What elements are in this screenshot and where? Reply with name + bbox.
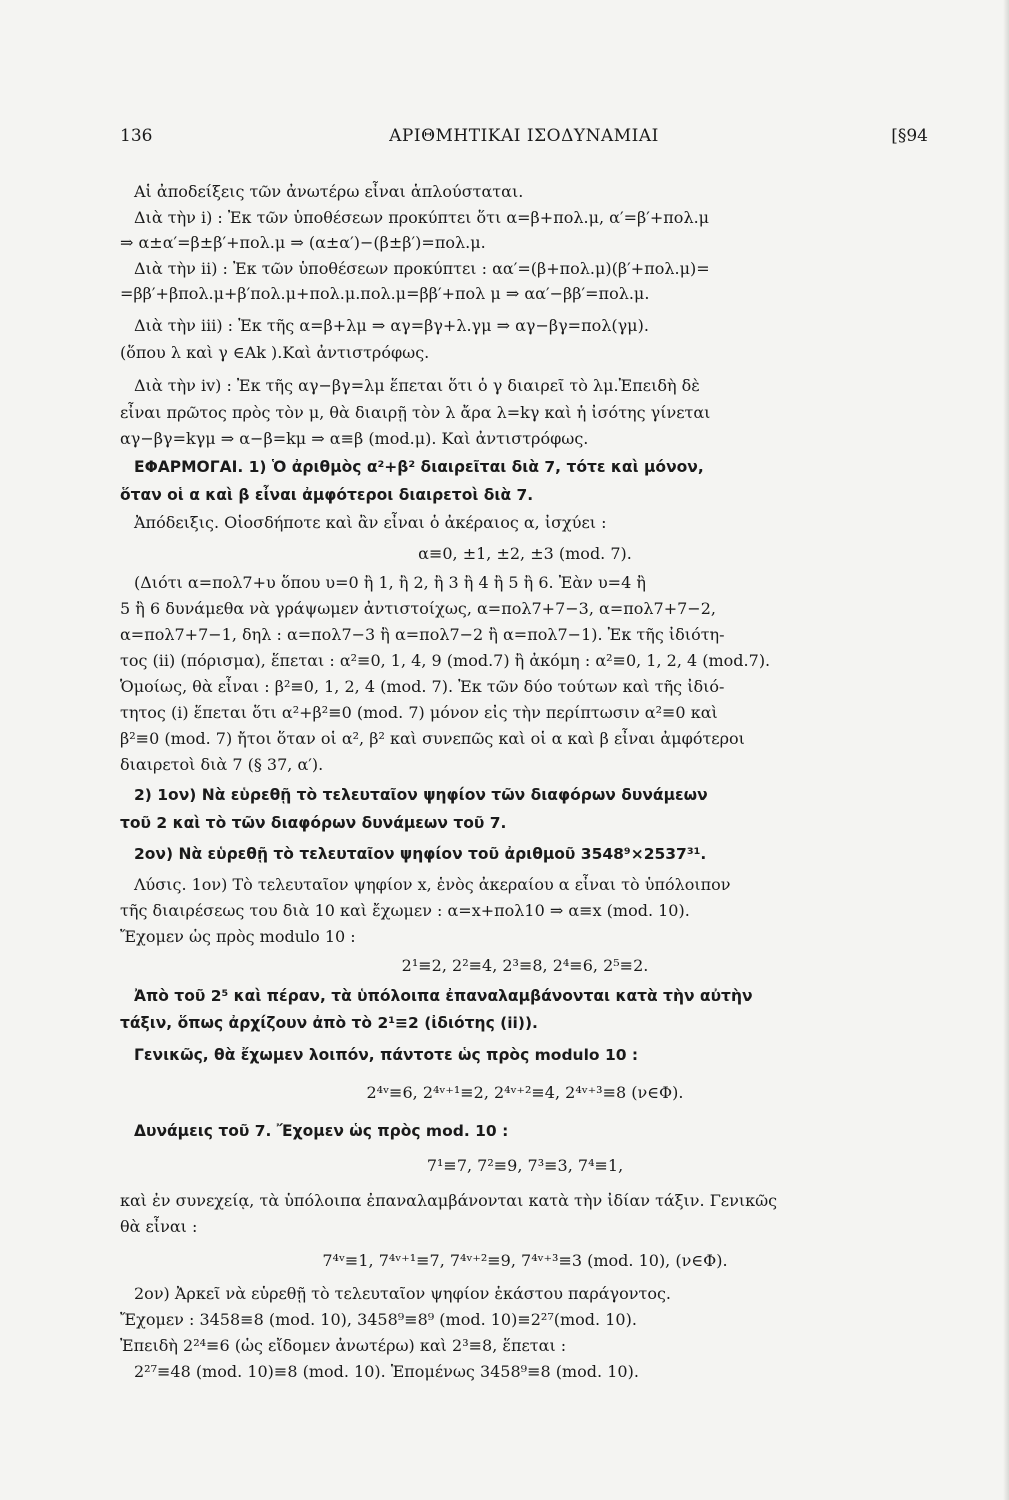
text-line: τητος (i) ἕπεται ὅτι α²+β²≡0 (mod. 7) μόνον εἰς τὴν περίπτωσιν α²≡0 καὶ <box>120 703 718 722</box>
text-line: 5 ἢ 6 δυνάμεθα νὰ γράψωμεν ἀντιστοίχως, α=πολ7+7−3, α=πολ7+7−2, <box>120 599 716 618</box>
text-line: καὶ ἐν συνεχείᾳ, τὰ ὑπόλοιπα ἐπαναλαμβάνονται κατὰ τὴν ἰδίαν τάξιν. Γενικῶς <box>120 1191 778 1210</box>
formula-line: α≡0, ±1, ±2, ±3 (mod. 7). <box>418 544 632 563</box>
text-line: θὰ εἶναι : <box>120 1217 198 1236</box>
text-line: Διὰ τὴν iv) : Ἐκ τῆς αγ−βγ=λμ ἕπεται ὅτι ὁ γ διαιρεῖ τὸ λμ.Ἐπειδὴ δὲ <box>134 376 700 395</box>
text-line: β²≡0 (mod. 7) ἤτοι ὅταν οἱ α², β² καὶ συνεπῶς καὶ οἱ α καὶ β εἶναι ἀμφότεροι <box>120 729 745 748</box>
formula-line: 2⁴ᵛ≡6, 2⁴ᵛ⁺¹≡2, 2⁴ᵛ⁺²≡4, 2⁴ᵛ⁺³≡8 (ν∈Φ). <box>366 1083 684 1102</box>
text-line: τάξιν, ὅπως ἀρχίζουν ἀπὸ τὸ 2¹≡2 (ἰδιότης (ii)). <box>120 1014 538 1032</box>
problem-heading: τοῦ 2 καὶ τὸ τῶν διαφόρων δυνάμεων τοῦ 7. <box>120 814 507 832</box>
formula-line: 7¹≡7, 7²≡9, 7³≡3, 7⁴≡1, <box>426 1156 624 1175</box>
text-line: Ἔχομεν : 3458≡8 (mod. 10), 3458⁹≡8⁹ (mod. 10)≡2²⁷(mod. 10). <box>120 1310 637 1329</box>
text-line: Ἀπόδειξις. Οἱοσδήποτε καὶ ἂν εἶναι ὁ ἀκέραιος α, ἰσχύει : <box>134 513 607 532</box>
section-marker: [§94 <box>891 126 928 146</box>
text-line: Λύσις. 1ον) Τὸ τελευταῖον ψηφίον x, ἑνὸς ἀκεραίου α εἶναι τὸ ὑπόλοιπον <box>134 875 731 894</box>
text-line: Ὁμοίως, θὰ εἶναι : β²≡0, 1, 2, 4 (mod. 7). Ἐκ τῶν δύο τούτων καὶ τῆς ἰδιό- <box>120 677 725 696</box>
formula-line: 7⁴ᵛ≡1, 7⁴ᵛ⁺¹≡7, 7⁴ᵛ⁺²≡9, 7⁴ᵛ⁺³≡3 (mod. 10), (ν∈Φ). <box>322 1251 728 1270</box>
text-line: (Διότι α=πολ7+υ ὅπου υ=0 ἢ 1, ἢ 2, ἢ 3 ἢ 4 ἢ 5 ἢ 6. Ἐὰν υ=4 ἢ <box>134 573 646 592</box>
formula-line: 2¹≡2, 2²≡4, 2³≡8, 2⁴≡6, 2⁵≡2. <box>401 956 649 975</box>
text-line: Ἀπὸ τοῦ 2⁵ καὶ πέραν, τὰ ὑπόλοιπα ἐπαναλαμβάνονται κατὰ τὴν αὐτὴν <box>134 987 753 1005</box>
text-line: εἶναι πρῶτος πρὸς τὸν μ, θὰ διαιρῇ τὸν λ ἄρα λ=kγ καὶ ἡ ἰσότης γίνεται <box>120 403 711 422</box>
text-line: =ββ′+βπολ.μ+β′πολ.μ+πολ.μ.πολ.μ=ββ′+πολ μ ⇒ αα′−ββ′=πολ.μ. <box>120 284 650 303</box>
heading-applications: ΕΦΑΡΜΟΓΑΙ. 1) Ὁ ἀριθμὸς α²+β² διαιρεῖται διὰ 7, τότε καὶ μόνον, <box>134 458 704 476</box>
problem-heading: 2) 1ον) Νὰ εὑρεθῇ τὸ τελευταῖον ψηφίον τῶν διαφόρων δυνάμεων <box>134 786 708 804</box>
page-number: 136 <box>120 126 153 146</box>
text-line: Ἐπειδὴ 2²⁴≡6 (ὡς εἴδομεν ἀνωτέρω) καὶ 2³≡8, ἕπεται : <box>120 1336 567 1355</box>
text-line: Διὰ τὴν i) : Ἐκ τῶν ὑποθέσεων προκύπτει ὅτι α=β+πολ.μ, α′=β′+πολ.μ <box>134 208 710 227</box>
text-line: τῆς διαιρέσεως του διὰ 10 καὶ ἔχωμεν : α=x+πολ10 ⇒ α≡x (mod. 10). <box>120 901 690 920</box>
running-title: ΑΡΙΘΜΗΤΙΚΑΙ ΙΣΟΔΥΝΑΜΙΑΙ <box>389 126 659 146</box>
scan-edge-shadow <box>1003 0 1009 1500</box>
page-header <box>120 126 928 150</box>
text-line: Αἱ ἀποδείξεις τῶν ἀνωτέρω εἶναι ἁπλούσταται. <box>134 182 524 201</box>
text-line: Ἔχομεν ὡς πρὸς modulo 10 : <box>120 927 356 946</box>
text-line: διαιρετοὶ διὰ 7 (§ 37, α′). <box>120 755 324 774</box>
text-line: (ὅπου λ καὶ γ ∈Ak ).Καὶ ἀντιστρόφως. <box>120 343 430 362</box>
text-line: ὅταν οἱ α καὶ β εἶναι ἀμφότεροι διαιρετοὶ διὰ 7. <box>120 486 534 504</box>
problem-heading: 2ον) Νὰ εὑρεθῇ τὸ τελευταῖον ψηφίον τοῦ ἀριθμοῦ 3548⁹×2537³¹. <box>134 845 707 863</box>
text-line: Γενικῶς, θὰ ἔχωμεν λοιπόν, πάντοτε ὡς πρὸς modulo 10 : <box>134 1046 639 1064</box>
text-line: α=πολ7+7−1, δηλ : α=πολ7−3 ἢ α=πολ7−2 ἢ α=πολ7−1). Ἐκ τῆς ἰδιότη- <box>120 625 725 644</box>
subheading-powers-of-7: Δυνάμεις τοῦ 7. Ἔχομεν ὡς πρὸς mod. 10 : <box>134 1122 509 1140</box>
text-line: αγ−βγ=kγμ ⇒ α−β=kμ ⇒ α≡β (mod.μ). Καὶ ἀντιστρόφως. <box>120 429 589 448</box>
text-line: Διὰ τὴν iii) : Ἐκ τῆς α=β+λμ ⇒ αγ=βγ+λ.γμ ⇒ αγ−βγ=πολ(γμ). <box>134 316 649 335</box>
text-line: 2ον) Ἀρκεῖ νὰ εὑρεθῇ τὸ τελευταῖον ψηφίον ἑκάστου παράγοντος. <box>134 1284 671 1303</box>
text-line: τος (ii) (πόρισμα), ἕπεται : α²≡0, 1, 4, 9 (mod.7) ἢ ἀκόμη : α²≡0, 1, 2, 4 (mod.7). <box>120 651 771 670</box>
text-line: Διὰ τὴν ii) : Ἐκ τῶν ὑποθέσεων προκύπτει : αα′=(β+πολ.μ)(β′+πολ.μ)= <box>134 259 710 278</box>
text-line: 2²⁷≡48 (mod. 10)≡8 (mod. 10). Ἑπομένως 3458⁹≡8 (mod. 10). <box>134 1362 639 1381</box>
text-line: ⇒ α±α′=β±β′+πολ.μ ⇒ (α±α′)−(β±β′)=πολ.μ. <box>120 233 486 252</box>
